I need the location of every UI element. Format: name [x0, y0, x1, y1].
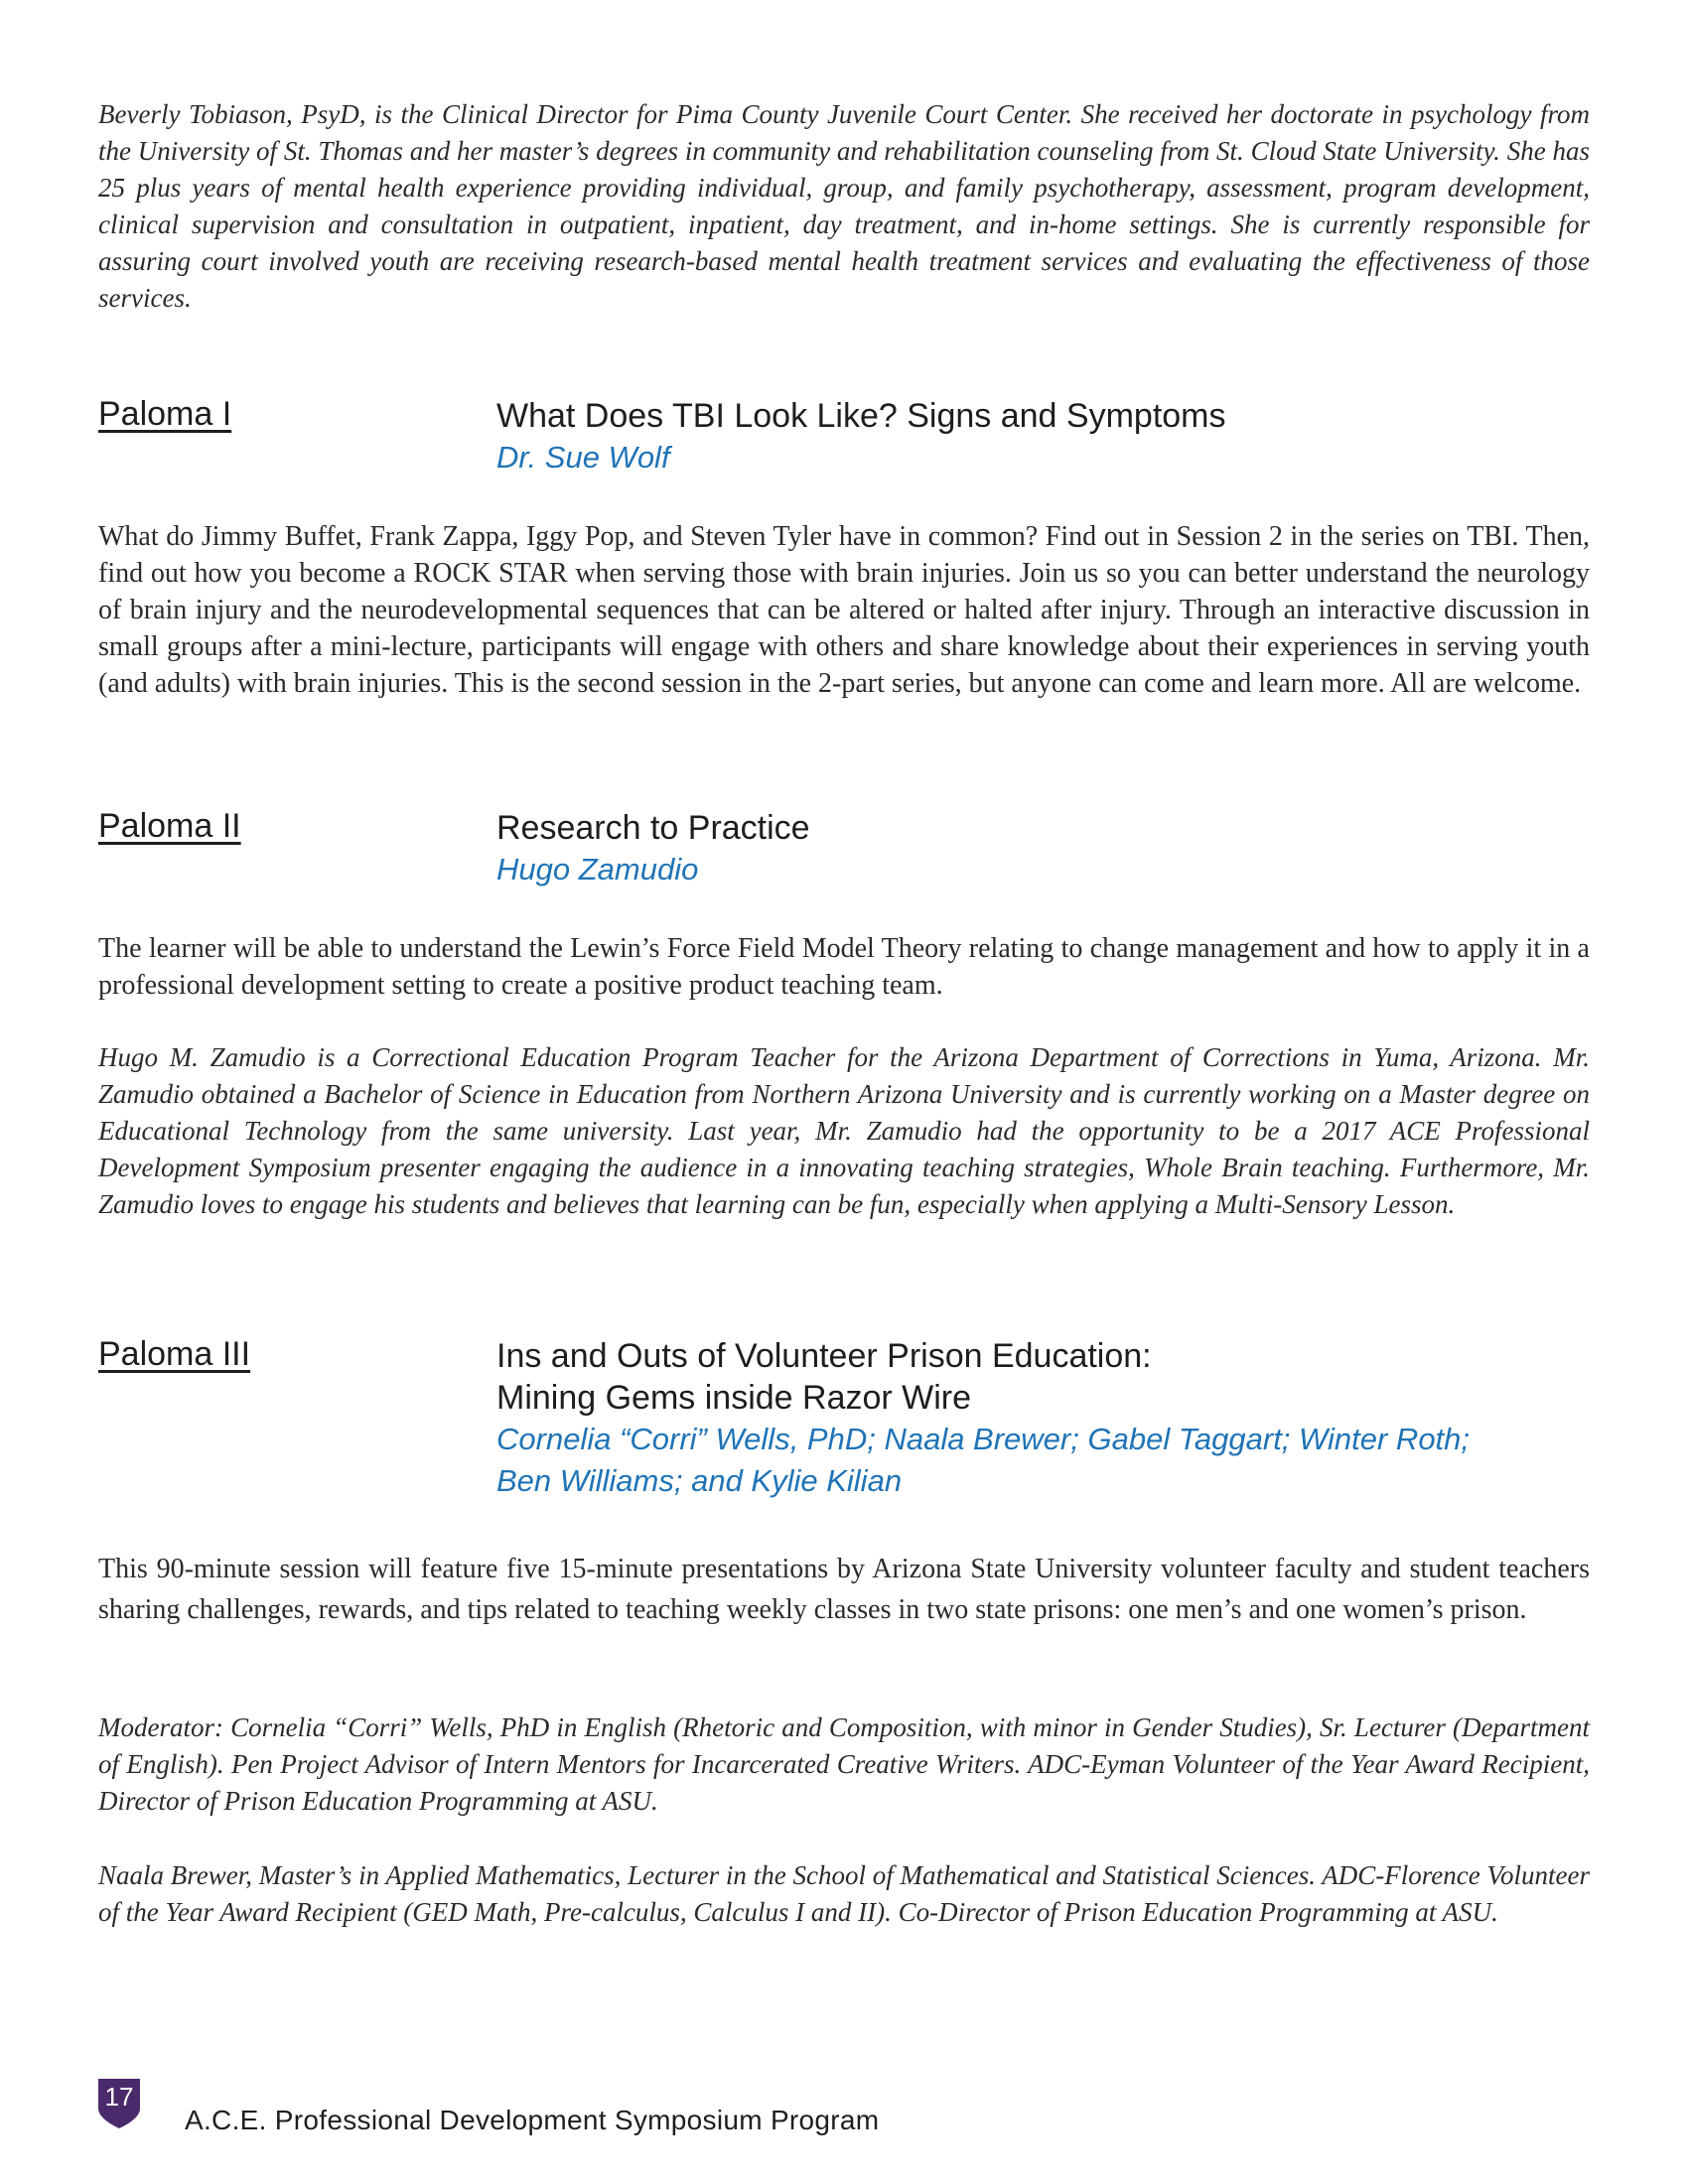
footer-program-title: A.C.E. Professional Development Symposium Program [185, 2105, 880, 2135]
session-presenter-line-1: Cornelia “Corri” Wells, PhD; Naala Brewer; Gabel Taggart; Winter Roth; [496, 1422, 1471, 1456]
session-room: Paloma II [98, 807, 241, 845]
session-room: Paloma I [98, 395, 232, 433]
session-title-line-1: Ins and Outs of Volunteer Prison Education: [496, 1337, 1152, 1375]
session-title: What Does TBI Look Like? Signs and Symptoms [496, 397, 1226, 435]
session-description: What do Jimmy Buffet, Frank Zappa, Iggy Pop, and Steven Tyler have in common? Find out in Session 2 in the series on TBI. Then, find out how you become a ROCK STAR when serving those with brain injuries. Join us so you can better understand the neurology of brain injury and the neurodevelopmental sequences that can be altered or halted after injury. Through an interactive discussion in small groups after a mini-lecture, participants will engage with others and share knowledge about their experiences in serving youth (and adults) with brain injuries. This is the second session in the 2-part series, but anyone can come and learn more. All are welcome. [98, 521, 1590, 699]
session-room: Paloma III [98, 1335, 251, 1373]
intro-bio: Beverly Tobiason, PsyD, is the Clinical Director for Pima County Juvenile Court Center. She received her doctorate in psychology from the University of St. Thomas and her master’s degrees in community and rehabilitation counseling from St. Cloud State University. She has 25 plus years of mental health experience providing individual, group, and family psychotherapy, assessment, program development, clinical supervision and consultation in outpatient, inpatient, day treatment, and in-home settings. She is currently responsible for assuring court involved youth are receiving research-based mental health treatment services and evaluating the effectiveness of those services. [98, 99, 1590, 313]
session-description: This 90-minute session will feature five 15-minute presentations by Arizona State University volunteer faculty and student teachers sharing challenges, rewards, and tips related to teaching weekly classes in two state prisons: one men’s and one women’s prison. [98, 1554, 1590, 1625]
session-title-line-2: Mining Gems inside Razor Wire [496, 1379, 972, 1417]
moderator-bio: Moderator: Cornelia “Corri” Wells, PhD in English (Rhetoric and Composition, with minor in Gender Studies), Sr. Lecturer (Department of English). Pen Project Advisor of Intern Mentors for Incarcerated Creative Writers. ADC-Eyman Volunteer of the Year Award Recipient, Director of Prison Education Programming at ASU. [98, 1712, 1590, 1816]
presenter-bio: Hugo M. Zamudio is a Correctional Education Program Teacher for the Arizona Department of Corrections in Yuma, Arizona. Mr. Zamudio obtained a Bachelor of Science in Education from Northern Arizona University and is currently working on a Master degree on Educational Technology from the same university. Last year, Mr. Zamudio had the opportunity to be a 2017 ACE Professional Development Symposium presenter engaging the audience in a innovating teaching strategies, Whole Brain teaching. Furthermore, Mr. Zamudio loves to engage his students and believes that learning can be fun, especially when applying a Multi-Sensory Lesson. [98, 1042, 1590, 1219]
session-description: The learner will be able to understand the Lewin’s Force Field Model Theory relating to change management and how to apply it in a professional development setting to create a positive product teaching team. [98, 933, 1590, 1001]
session-presenter: Dr. Sue Wolf [496, 440, 670, 475]
session-title: Research to Practice [496, 809, 810, 847]
session-presenter: Hugo Zamudio [496, 852, 699, 887]
presenter-bio: Naala Brewer, Master’s in Applied Mathematics, Lecturer in the School of Mathematical and Statistical Sciences. ADC-Florence Volunteer of the Year Award Recipient (GED Math, Pre-calculus, Calculus I and II). Co-Director of Prison Education Programming at ASU. [98, 1860, 1590, 1927]
page-number: 17 [104, 2082, 134, 2112]
session-presenter-line-2: Ben Williams; and Kylie Kilian [496, 1463, 903, 1498]
